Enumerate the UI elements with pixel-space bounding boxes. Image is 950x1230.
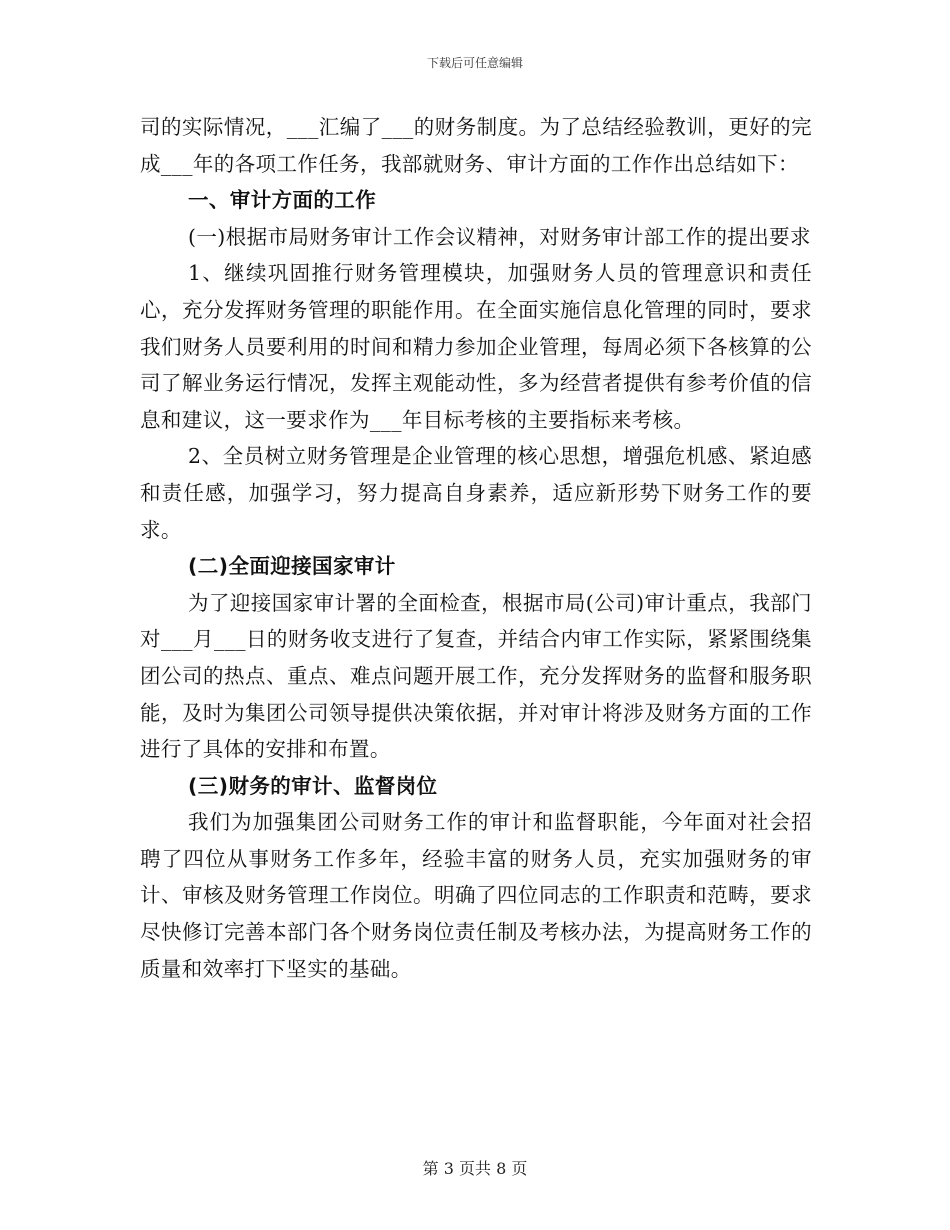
page-footer: 第 3 页共 8 页 [422,1159,528,1178]
section-heading-audit: 一、审计方面的工作 [188,188,377,213]
paragraph-audit-posts: 我们为加强集团公司财务工作的审计和监督职能，今年面对社会招聘了四位从事财务工作多年，经验丰富的财务人员，充实加强财务的审计、审核及财务管理工作岗位。明确了四位同志的工作职责和范畴，要求尽快修订完善本部门各个财务岗位责任制及考核办法，为提高财务工作的质量和效率打下坚实的基础。 [140,810,812,981]
document-body [140,109,812,987]
paragraph-item-1: 1、继续巩固推行财务管理模块，加强财务人员的管理意识和责任心，充分发挥财务管理的职能作用。在全面实施信息化管理的同时，要求我们财务人员要利用的时间和精力参加企业管理，每周必须下各核算的公司了解业务运行情况，发挥主观能动性，多为经营者提供有参考价值的信息和建议，这一要求作为___年目标考核的主要指标来考核。 [140,261,812,432]
paragraph-requirements: (一)根据市局财务审计工作会议精神，对财务审计部工作的提出要求 [188,224,811,249]
paragraph-item-2: 2、全员树立财务管理是企业管理的核心思想，增强危机感、紧迫感和责任感，加强学习，努力提高自身素养，适应新形势下财务工作的要求。 [140,444,812,542]
paragraph-intro: 司的实际情况，___汇编了___的财务制度。为了总结经验教训，更好的完成___年的各项工作任务，我部就财务、审计方面的工作作出总结如下： [140,115,812,176]
paragraph-national-audit: 为了迎接国家审计署的全面检查，根据市局(公司)审计重点，我部门对___月___日的财务收支进行了复查，并结合内审工作实际，紧紧围绕集团公司的热点、重点、难点问题开展工作，充分发挥财务的监督和服务职能，及时为集团公司领导提供决策依据，并对审计将涉及财务方面的工作进行了具体的安排和布置。 [140,590,812,762]
subsection-heading-national-audit: (二)全面迎接国家审计 [188,554,396,579]
page-header: 下载后可任意编辑 [426,56,523,70]
subsection-heading-audit-posts: (三)财务的审计、监督岗位 [188,773,438,798]
